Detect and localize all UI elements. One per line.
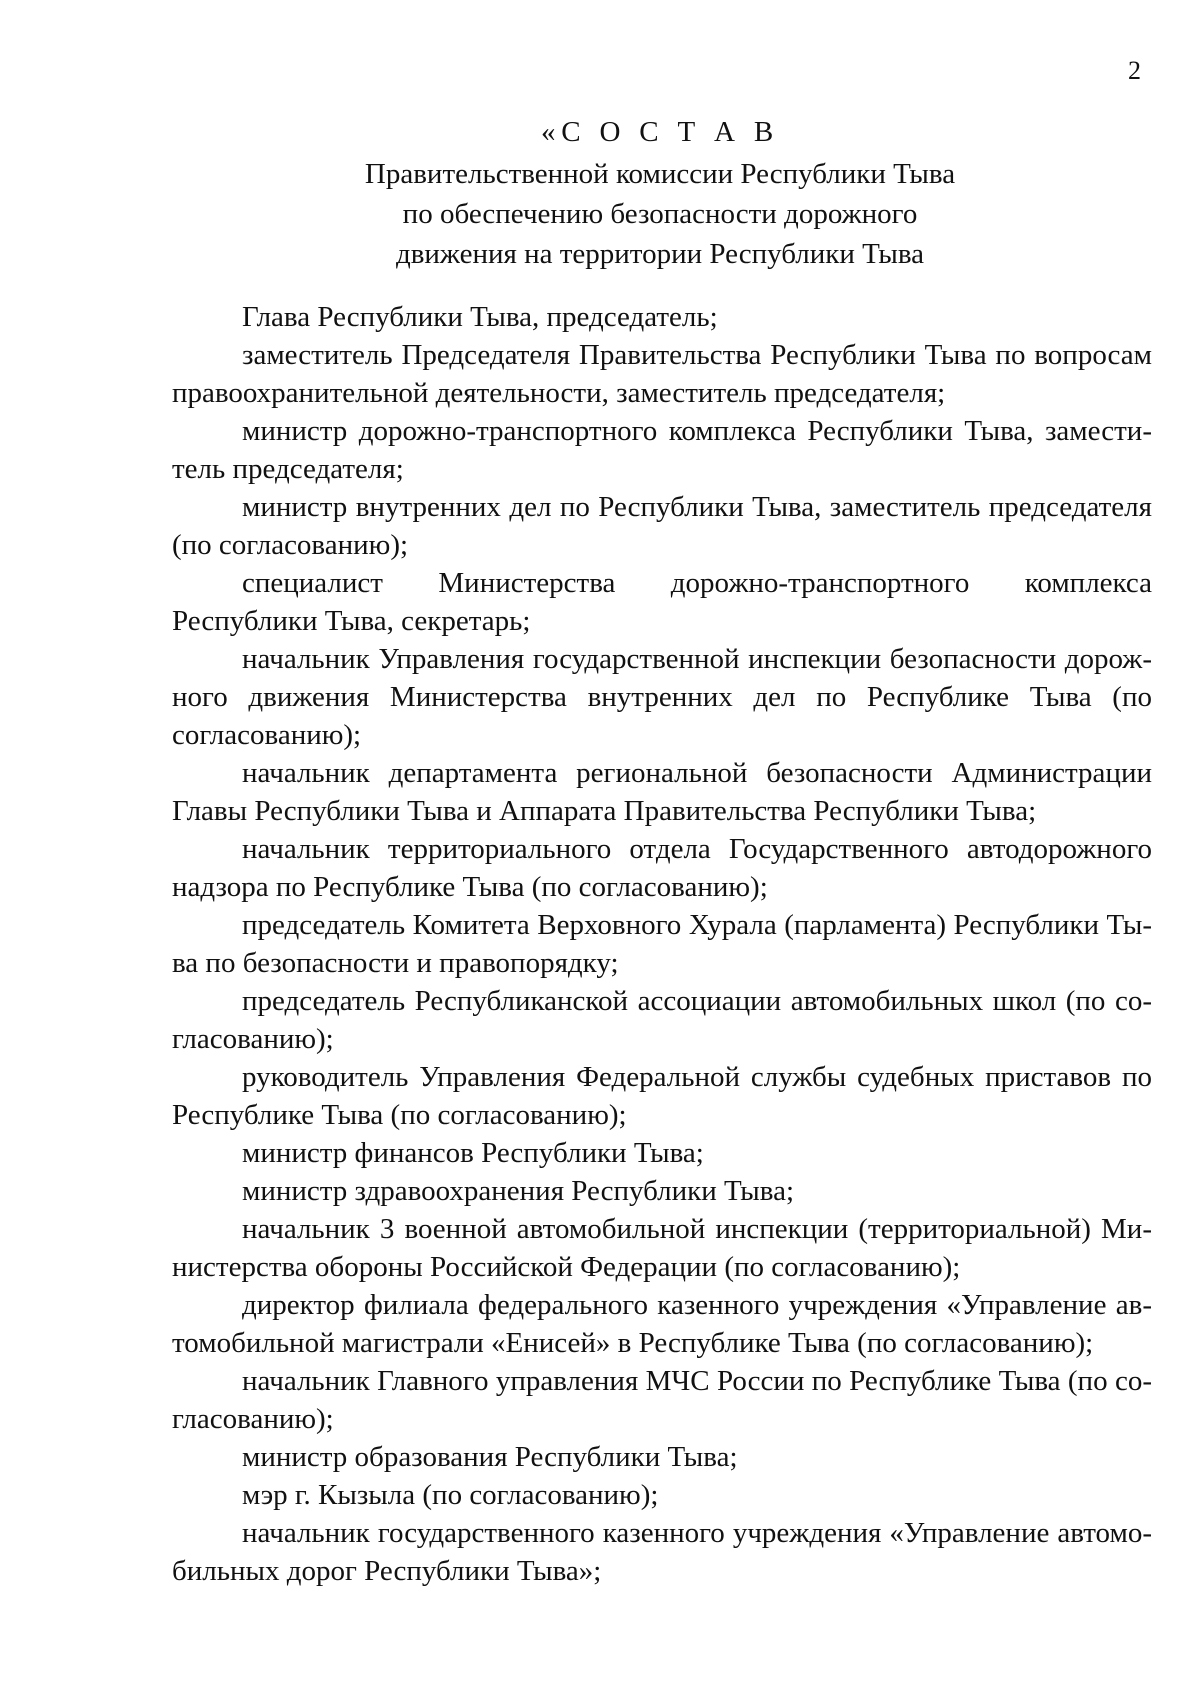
member-entry: начальник 3 военной автомобильной инспекции (территориальной) Министерства обороны Российской Федерации (по согласованию); xyxy=(172,1213,1152,1283)
title-line: по обеспечению безопасности дорожного xyxy=(402,198,918,230)
member-entry: начальник территориального отдела Государственного автодорожного надзора по Республике Тыва (по согласованию); xyxy=(172,833,1152,903)
member-entry: специалист Министерства дорожно-транспортного комплекса Республики Тыва, секретарь; xyxy=(172,567,1152,637)
member-entry: руководитель Управления Федеральной службы судебных приставов по Республике Тыва (по согласованию); xyxy=(172,1061,1152,1131)
member-entry: министр финансов Республики Тыва; xyxy=(242,1137,704,1169)
title-heading: «С О С Т А В xyxy=(541,116,779,148)
member-entry: министр внутренних дел по Республики Тыва, заместитель председателя (по согласованию); xyxy=(172,491,1152,561)
member-entry: председатель Комитета Верховного Хурала (парламента) Республики Тыва по безопасности и правопорядку; xyxy=(172,909,1152,979)
member-entry: начальник Управления государственной инспекции безопасности дорожного движения Министерства внутренних дел по Республике Тыва (по согласованию); xyxy=(172,643,1152,751)
member-entry: мэр г. Кызыла (по согласованию); xyxy=(242,1479,659,1511)
commission-members-list xyxy=(172,298,1152,1590)
member-entry: начальник Главного управления МЧС России по Республике Тыва (по согласованию); xyxy=(172,1365,1152,1435)
member-entry: заместитель Председателя Правительства Республики Тыва по вопросам правоохранительной деятельности, заместитель председателя; xyxy=(172,339,1152,409)
member-entry: председатель Республиканской ассоциации автомобильных школ (по согласованию); xyxy=(172,985,1152,1055)
title-line: Правительственной комиссии Республики Тыва xyxy=(364,158,956,190)
member-entry: министр здравоохранения Республики Тыва; xyxy=(242,1175,795,1207)
member-entry: Глава Республики Тыва, председатель; xyxy=(242,301,718,333)
member-entry: директор филиала федерального казенного учреждения «Управление автомобильной магистрали «Енисей» в Республике Тыва (по согласованию); xyxy=(172,1289,1152,1359)
title-line: движения на территории Республики Тыва xyxy=(395,238,925,270)
document-title xyxy=(160,112,1160,274)
member-entry: начальник департамента региональной безопасности Администрации Главы Республики Тыва и Аппарата Правительства Республики Тыва; xyxy=(172,757,1152,827)
page-number: 2 xyxy=(1128,56,1141,85)
member-entry: министр образования Республики Тыва; xyxy=(242,1441,738,1473)
member-entry: начальник государственного казенного учреждения «Управление автомобильных дорог Республики Тыва»; xyxy=(172,1517,1152,1587)
member-entry: министр дорожно-транспортного комплекса Республики Тыва, заместитель председателя; xyxy=(172,415,1152,485)
